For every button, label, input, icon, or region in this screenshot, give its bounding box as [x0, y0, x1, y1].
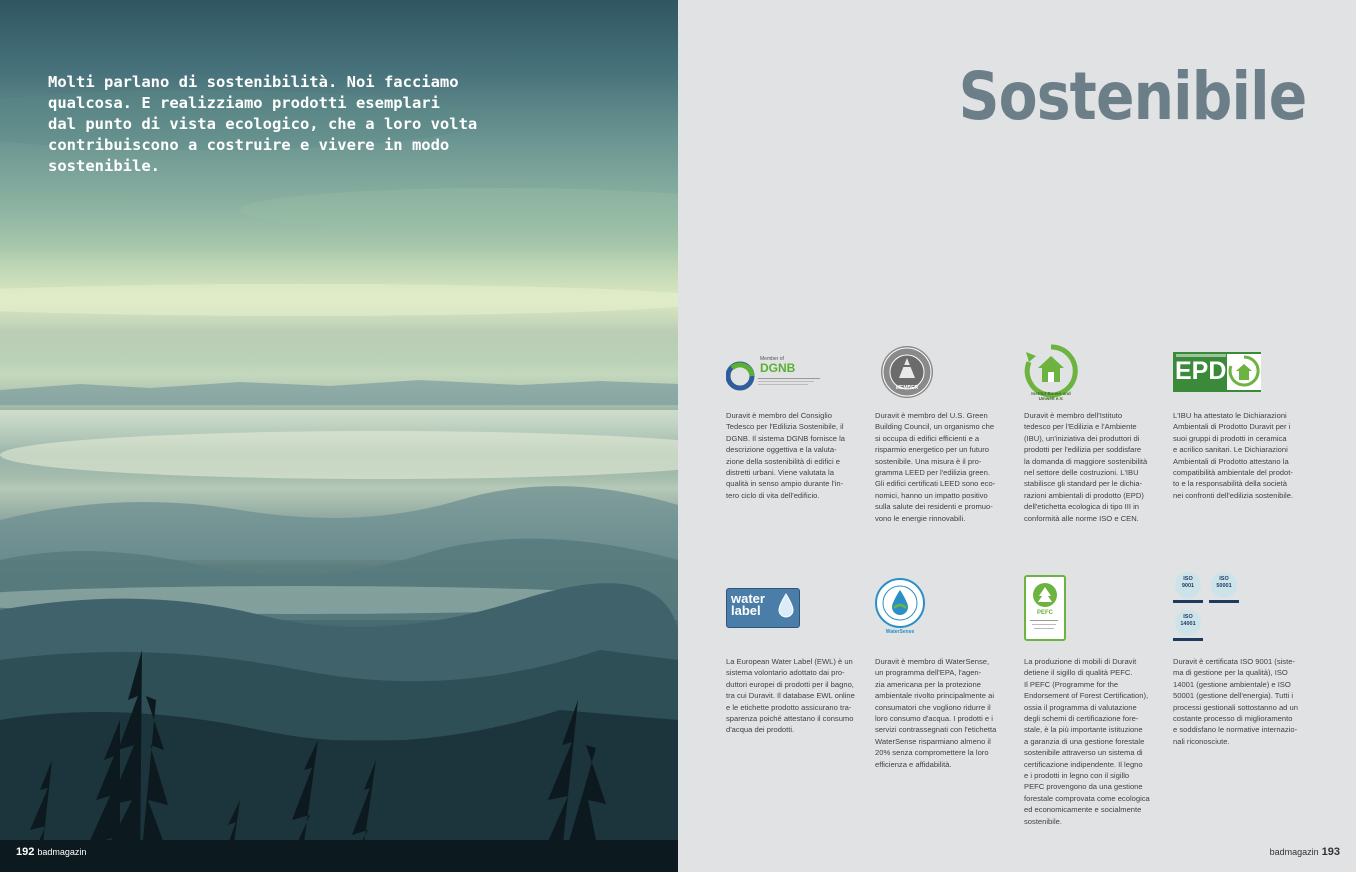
water-label-word2: label — [731, 603, 761, 618]
certification-card-dgnb — [726, 352, 862, 501]
certification-card-epd — [1173, 352, 1309, 501]
certification-card-watersense — [875, 578, 1011, 770]
certification-card-usgbc — [875, 352, 1011, 524]
certification-text: Duravit è certificata ISO 9001 (siste- ma di gestione per la qualità), ISO 14001 (gestione ambientale) e ISO 50001 (gestione dell'energia). Tutti i processi gestionali sottostanno ad un costante processo di miglioramento e soddisfano le normative internazio- nali riconosciute. — [1173, 657, 1298, 746]
watersense-wordmark: WaterSense — [885, 629, 915, 635]
certification-text: Duravit è membro del Consiglio Tedesco per l'Edilizia Sostenibile, il DGNB. Il sistema DGNB fornisce la descrizione oggettiva e la valuta- zione della sostenibilità di edifici e distretti urbani. Viene valutata la qualità in senso ampio durante l'in- tero ciclo di vita dell'edificio. — [726, 411, 845, 500]
intro-quote: Molti parlano di sostenibilità. Noi facciamo qualcosa. E realizziamo prodotti esemplari dal punto di vista ecologico, che a loro volta contribuiscono a costruire e vivere in modo sostenibile. — [48, 73, 478, 175]
pefc-wordmark: PEFC — [1036, 610, 1053, 616]
certification-text: La produzione di mobili di Duravit detiene il sigillo di qualità PEFC. Il PEFC (Programme for the Endorsement of Forest Certification), ossia il programma di valutazione degli schemi di certificazione fore- stale, è la più importante istituzione a garanzia di una gestione forestale sostenibile attraverso un sistema di certificazione indipendente. Il legno e i prodotti in legno con il sigillo PEFC provengono da una gestione forestale comprovata come ecologica ed economicamente e socialmente sostenibile. — [1024, 657, 1150, 826]
page-number: 192 — [16, 846, 35, 858]
magazine-name: badmagazin — [1269, 847, 1319, 857]
usgbc-logo — [875, 352, 1011, 410]
dgnb-member-of: Member of — [760, 356, 784, 362]
certification-card-iso — [1173, 572, 1309, 747]
certification-text: Duravit è membro dell'Istituto tedesco per l'Edilizia e l'Ambiente (IBU), un'iniziativa dei produttori di prodotti per l'edilizia per soddisfare la domanda di maggiore sostenibilità nel settore delle costruzioni. L'IBU stabilisce gli standard per le dichia- razioni ambientali di prodotto (EPD) dell'etichetta ecologica di tipo III in conformità alle norme ISO e CEN. — [1024, 411, 1148, 523]
certification-text: L'IBU ha attestato le Dichiarazioni Ambientali di Prodotto Duravit per i suoi gruppi di prodotti in ceramica e acrilico sanitari. Le Dichiarazioni Ambientali di Prodotto attestano la compatibilità ambientale del prodot- to e la responsabilità della società nei confronti dell'edilizia sostenibile. — [1173, 411, 1294, 500]
watersense-logo — [875, 578, 1011, 656]
usgbc-member-label: MEMBER — [895, 385, 919, 391]
ibu-logo — [1024, 352, 1160, 410]
page-title: Sostenibile — [958, 58, 1306, 135]
iso-14001-badge: ISO 14001 — [1180, 614, 1196, 627]
iso-50001-badge: ISO 50001 — [1216, 576, 1232, 589]
certification-card-ibu — [1024, 352, 1160, 524]
dgnb-wordmark: DGNB — [760, 361, 796, 375]
page-number: 193 — [1321, 846, 1340, 858]
water-drop-icon — [778, 593, 794, 619]
water-label-logo — [726, 588, 862, 656]
certification-text: La European Water Label (EWL) è un sistema volontario adottato dai pro- duttori europei di prodotti per il bagno, tra cui Duravit. Il database EWL online e le etichette prodotto assicurano tra- sparenza poiché attestano il consumo d'acqua dei prodotti. — [726, 657, 855, 735]
page-folio-left — [16, 846, 86, 858]
page-folio-right — [1270, 846, 1340, 858]
dgnb-logo — [726, 352, 862, 410]
ibu-wordmark: Institut Bauen und Umwelt e.V. — [1031, 391, 1071, 401]
certification-text: Duravit è membro di WaterSense, un programma dell'EPA, l'agen- zia americana per la protezione ambientale rivolto principalmente ai consumatori che vogliono ridurre il loro consumo d'acqua. I prodotti e i servizi contrassegnati con l'etichetta WaterSense risparmiano almeno il 20% senza compromettere la loro efficienza e affidabilità. — [875, 657, 997, 769]
magazine-name: badmagazin — [37, 847, 87, 857]
iso-logos — [1173, 572, 1309, 656]
certification-text: Duravit è membro del U.S. Green Building Council, un organismo che si occupa di edifici efficienti e a risparmio energetico per un futuro sostenibile. Una misura è il pro- gramma LEED per l'edilizia green. Gli edifici certificati LEED sono eco- nomici, hanno un impatto positivo sulla salute dei residenti e promuo- vono le energie rinnovabili. — [875, 411, 996, 523]
pefc-logo — [1024, 575, 1160, 656]
certification-card-pefc — [1024, 575, 1160, 827]
epd-wordmark: EPD — [1175, 357, 1227, 385]
water-label-word1: water — [731, 591, 765, 606]
certification-card-water-label — [726, 588, 862, 736]
epd-logo — [1173, 352, 1309, 410]
iso-9001-badge: ISO 9001 — [1181, 576, 1195, 589]
right-page — [678, 0, 1356, 872]
